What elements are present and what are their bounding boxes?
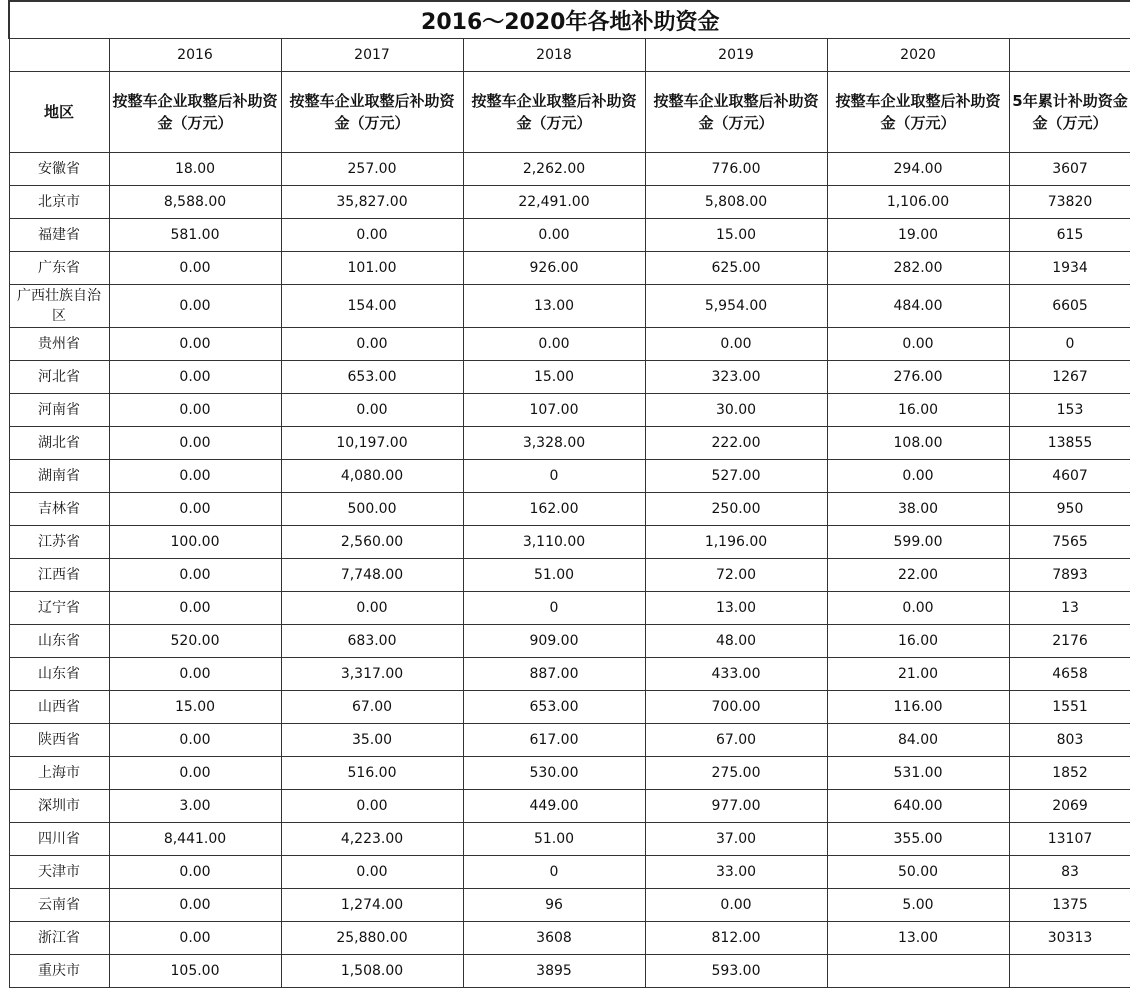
- region-cell: 天津市: [9, 856, 109, 889]
- value-cell: 484.00: [827, 285, 1009, 328]
- value-cell: 3,328.00: [463, 427, 645, 460]
- total-cell: 13: [1009, 592, 1130, 625]
- region-cell: 山东省: [9, 625, 109, 658]
- value-cell: 776.00: [645, 153, 827, 186]
- value-cell: 0: [463, 856, 645, 889]
- value-cell: 25,880.00: [281, 922, 463, 955]
- total-cell: 4607: [1009, 460, 1130, 493]
- value-cell: 22,491.00: [463, 186, 645, 219]
- value-cell: 812.00: [645, 922, 827, 955]
- table-row: [9, 153, 1130, 186]
- value-cell: 15.00: [463, 361, 645, 394]
- value-cell: 116.00: [827, 691, 1009, 724]
- value-cell: 67.00: [645, 724, 827, 757]
- value-cell: 0.00: [109, 592, 281, 625]
- total-cell: 1267: [1009, 361, 1130, 394]
- value-cell: 3895: [463, 955, 645, 988]
- total-cell: 153: [1009, 394, 1130, 427]
- value-cell: 3,317.00: [281, 658, 463, 691]
- year-cell: 2016: [109, 39, 281, 72]
- value-cell: 500.00: [281, 493, 463, 526]
- total-cell: 615: [1009, 219, 1130, 252]
- value-cell: 15.00: [645, 219, 827, 252]
- value-cell: 15.00: [109, 691, 281, 724]
- column-header: 按整车企业取整后补助资金（万元）: [109, 72, 281, 153]
- table-row: [9, 252, 1130, 285]
- value-cell: 222.00: [645, 427, 827, 460]
- value-cell: 433.00: [645, 658, 827, 691]
- value-cell: 640.00: [827, 790, 1009, 823]
- total-cell: 1551: [1009, 691, 1130, 724]
- region-cell: 广西壮族自治区: [9, 285, 109, 328]
- table-row: [9, 724, 1130, 757]
- value-cell: 0.00: [827, 460, 1009, 493]
- value-cell: 700.00: [645, 691, 827, 724]
- table-row: [9, 889, 1130, 922]
- spreadsheet-sheet: [8, 0, 1130, 991]
- value-cell: 33.00: [645, 856, 827, 889]
- total-cell: 30313: [1009, 922, 1130, 955]
- value-cell: 8,588.00: [109, 186, 281, 219]
- subsidy-table: [8, 0, 1130, 988]
- total-cell: 73820: [1009, 186, 1130, 219]
- value-cell: 50.00: [827, 856, 1009, 889]
- table-title: 2016～2020年各地补助资金: [9, 1, 1130, 39]
- table-body: [9, 153, 1130, 988]
- value-cell: 5.00: [827, 889, 1009, 922]
- value-cell: 653.00: [281, 361, 463, 394]
- region-cell: 山西省: [9, 691, 109, 724]
- value-cell: 617.00: [463, 724, 645, 757]
- total-cell: 950: [1009, 493, 1130, 526]
- year-cell: 2020: [827, 39, 1009, 72]
- table-row: [9, 823, 1130, 856]
- column-header: 按整车企业取整后补助资金（万元）: [281, 72, 463, 153]
- table-row: [9, 186, 1130, 219]
- value-cell: [827, 955, 1009, 988]
- table-row: [9, 757, 1130, 790]
- value-cell: 323.00: [645, 361, 827, 394]
- value-cell: 0.00: [281, 592, 463, 625]
- value-cell: 35.00: [281, 724, 463, 757]
- value-cell: 84.00: [827, 724, 1009, 757]
- value-cell: 0.00: [109, 460, 281, 493]
- value-cell: 0.00: [281, 219, 463, 252]
- table-row: [9, 856, 1130, 889]
- value-cell: 0.00: [281, 856, 463, 889]
- value-cell: 4,080.00: [281, 460, 463, 493]
- value-cell: 8,441.00: [109, 823, 281, 856]
- region-cell: 贵州省: [9, 328, 109, 361]
- region-cell: 深圳市: [9, 790, 109, 823]
- table-row: [9, 922, 1130, 955]
- value-cell: 0.00: [281, 394, 463, 427]
- region-cell: 吉林省: [9, 493, 109, 526]
- column-header: 按整车企业取整后补助资金（万元）: [827, 72, 1009, 153]
- table-row: [9, 790, 1130, 823]
- value-cell: 0.00: [109, 889, 281, 922]
- value-cell: 0.00: [281, 328, 463, 361]
- value-cell: 0.00: [109, 724, 281, 757]
- value-cell: 51.00: [463, 559, 645, 592]
- value-cell: 1,508.00: [281, 955, 463, 988]
- region-cell: 云南省: [9, 889, 109, 922]
- value-cell: 0.00: [109, 559, 281, 592]
- table-row: [9, 559, 1130, 592]
- value-cell: 0.00: [827, 328, 1009, 361]
- value-cell: 0.00: [645, 328, 827, 361]
- year-cell: 2018: [463, 39, 645, 72]
- value-cell: 0.00: [463, 328, 645, 361]
- total-cell: [1009, 955, 1130, 988]
- table-row: [9, 493, 1130, 526]
- value-cell: 625.00: [645, 252, 827, 285]
- column-header-row: [9, 72, 1130, 153]
- value-cell: 67.00: [281, 691, 463, 724]
- value-cell: 294.00: [827, 153, 1009, 186]
- value-cell: 5,954.00: [645, 285, 827, 328]
- table-row: [9, 361, 1130, 394]
- value-cell: 977.00: [645, 790, 827, 823]
- table-row: [9, 955, 1130, 988]
- total-cell: 1852: [1009, 757, 1130, 790]
- value-cell: 276.00: [827, 361, 1009, 394]
- value-cell: 51.00: [463, 823, 645, 856]
- value-cell: 0.00: [109, 252, 281, 285]
- year-cell: 2019: [645, 39, 827, 72]
- value-cell: 1,106.00: [827, 186, 1009, 219]
- table-row: [9, 460, 1130, 493]
- value-cell: 13.00: [645, 592, 827, 625]
- table-row: [9, 592, 1130, 625]
- total-cell: 0: [1009, 328, 1130, 361]
- value-cell: 683.00: [281, 625, 463, 658]
- value-cell: 0: [463, 460, 645, 493]
- value-cell: 282.00: [827, 252, 1009, 285]
- value-cell: 257.00: [281, 153, 463, 186]
- table-row: [9, 394, 1130, 427]
- total-cell: 2176: [1009, 625, 1130, 658]
- value-cell: 653.00: [463, 691, 645, 724]
- column-header: 按整车企业取整后补助资金（万元）: [463, 72, 645, 153]
- value-cell: 4,223.00: [281, 823, 463, 856]
- value-cell: 0.00: [109, 328, 281, 361]
- value-cell: 30.00: [645, 394, 827, 427]
- value-cell: 926.00: [463, 252, 645, 285]
- total-cell: 803: [1009, 724, 1130, 757]
- value-cell: 0.00: [645, 889, 827, 922]
- region-cell: 北京市: [9, 186, 109, 219]
- value-cell: 21.00: [827, 658, 1009, 691]
- value-cell: 108.00: [827, 427, 1009, 460]
- region-cell: 河北省: [9, 361, 109, 394]
- region-cell: 福建省: [9, 219, 109, 252]
- value-cell: 13.00: [463, 285, 645, 328]
- value-cell: 0.00: [109, 658, 281, 691]
- column-header: 5年累计补助资金金（万元）: [1009, 72, 1130, 153]
- value-cell: 0.00: [109, 285, 281, 328]
- region-cell: 陕西省: [9, 724, 109, 757]
- value-cell: 38.00: [827, 493, 1009, 526]
- table-row: [9, 427, 1130, 460]
- value-cell: 0: [463, 592, 645, 625]
- value-cell: 527.00: [645, 460, 827, 493]
- year-row: [9, 39, 1130, 72]
- region-cell: 广东省: [9, 252, 109, 285]
- value-cell: 1,274.00: [281, 889, 463, 922]
- value-cell: 105.00: [109, 955, 281, 988]
- region-cell: 江苏省: [9, 526, 109, 559]
- total-cell: 1375: [1009, 889, 1130, 922]
- value-cell: 449.00: [463, 790, 645, 823]
- region-cell: 辽宁省: [9, 592, 109, 625]
- year-cell: [1009, 39, 1130, 72]
- total-cell: 7565: [1009, 526, 1130, 559]
- total-cell: 13855: [1009, 427, 1130, 460]
- value-cell: 72.00: [645, 559, 827, 592]
- value-cell: 520.00: [109, 625, 281, 658]
- value-cell: 0.00: [827, 592, 1009, 625]
- value-cell: 48.00: [645, 625, 827, 658]
- value-cell: 0.00: [281, 790, 463, 823]
- value-cell: 581.00: [109, 219, 281, 252]
- region-cell: 江西省: [9, 559, 109, 592]
- total-cell: 3607: [1009, 153, 1130, 186]
- region-cell: 山东省: [9, 658, 109, 691]
- column-header: 按整车企业取整后补助资金（万元）: [645, 72, 827, 153]
- value-cell: 0.00: [463, 219, 645, 252]
- value-cell: 13.00: [827, 922, 1009, 955]
- region-header: 地区: [9, 72, 109, 153]
- region-cell: 上海市: [9, 757, 109, 790]
- value-cell: 593.00: [645, 955, 827, 988]
- value-cell: 96: [463, 889, 645, 922]
- value-cell: 101.00: [281, 252, 463, 285]
- region-cell: 浙江省: [9, 922, 109, 955]
- value-cell: 599.00: [827, 526, 1009, 559]
- value-cell: 3608: [463, 922, 645, 955]
- value-cell: 516.00: [281, 757, 463, 790]
- value-cell: 887.00: [463, 658, 645, 691]
- year-cell: 2017: [281, 39, 463, 72]
- value-cell: 3,110.00: [463, 526, 645, 559]
- total-cell: 4658: [1009, 658, 1130, 691]
- total-cell: 6605: [1009, 285, 1130, 328]
- value-cell: 19.00: [827, 219, 1009, 252]
- value-cell: 107.00: [463, 394, 645, 427]
- value-cell: 0.00: [109, 361, 281, 394]
- value-cell: 275.00: [645, 757, 827, 790]
- table-row: [9, 691, 1130, 724]
- total-cell: 83: [1009, 856, 1130, 889]
- value-cell: 0.00: [109, 856, 281, 889]
- value-cell: 909.00: [463, 625, 645, 658]
- table-row: [9, 328, 1130, 361]
- table-row: [9, 625, 1130, 658]
- table-row: [9, 285, 1130, 328]
- region-cell: 湖南省: [9, 460, 109, 493]
- region-cell: 四川省: [9, 823, 109, 856]
- value-cell: 0.00: [109, 922, 281, 955]
- value-cell: 1,196.00: [645, 526, 827, 559]
- value-cell: 10,197.00: [281, 427, 463, 460]
- value-cell: 0.00: [109, 493, 281, 526]
- total-cell: 13107: [1009, 823, 1130, 856]
- value-cell: 100.00: [109, 526, 281, 559]
- value-cell: 531.00: [827, 757, 1009, 790]
- table-row: [9, 219, 1130, 252]
- region-cell: 重庆市: [9, 955, 109, 988]
- value-cell: 37.00: [645, 823, 827, 856]
- year-blank-cell: [9, 39, 109, 72]
- value-cell: 0.00: [109, 757, 281, 790]
- value-cell: 355.00: [827, 823, 1009, 856]
- total-cell: 1934: [1009, 252, 1130, 285]
- value-cell: 250.00: [645, 493, 827, 526]
- region-cell: 安徽省: [9, 153, 109, 186]
- value-cell: 22.00: [827, 559, 1009, 592]
- region-cell: 湖北省: [9, 427, 109, 460]
- value-cell: 0.00: [109, 427, 281, 460]
- value-cell: 0.00: [109, 394, 281, 427]
- value-cell: 2,262.00: [463, 153, 645, 186]
- value-cell: 3.00: [109, 790, 281, 823]
- total-cell: 2069: [1009, 790, 1130, 823]
- value-cell: 154.00: [281, 285, 463, 328]
- total-cell: 7893: [1009, 559, 1130, 592]
- value-cell: 5,808.00: [645, 186, 827, 219]
- value-cell: 2,560.00: [281, 526, 463, 559]
- value-cell: 16.00: [827, 625, 1009, 658]
- value-cell: 35,827.00: [281, 186, 463, 219]
- table-row: [9, 526, 1130, 559]
- value-cell: 530.00: [463, 757, 645, 790]
- value-cell: 16.00: [827, 394, 1009, 427]
- region-cell: 河南省: [9, 394, 109, 427]
- value-cell: 7,748.00: [281, 559, 463, 592]
- table-row: [9, 658, 1130, 691]
- value-cell: 18.00: [109, 153, 281, 186]
- value-cell: 162.00: [463, 493, 645, 526]
